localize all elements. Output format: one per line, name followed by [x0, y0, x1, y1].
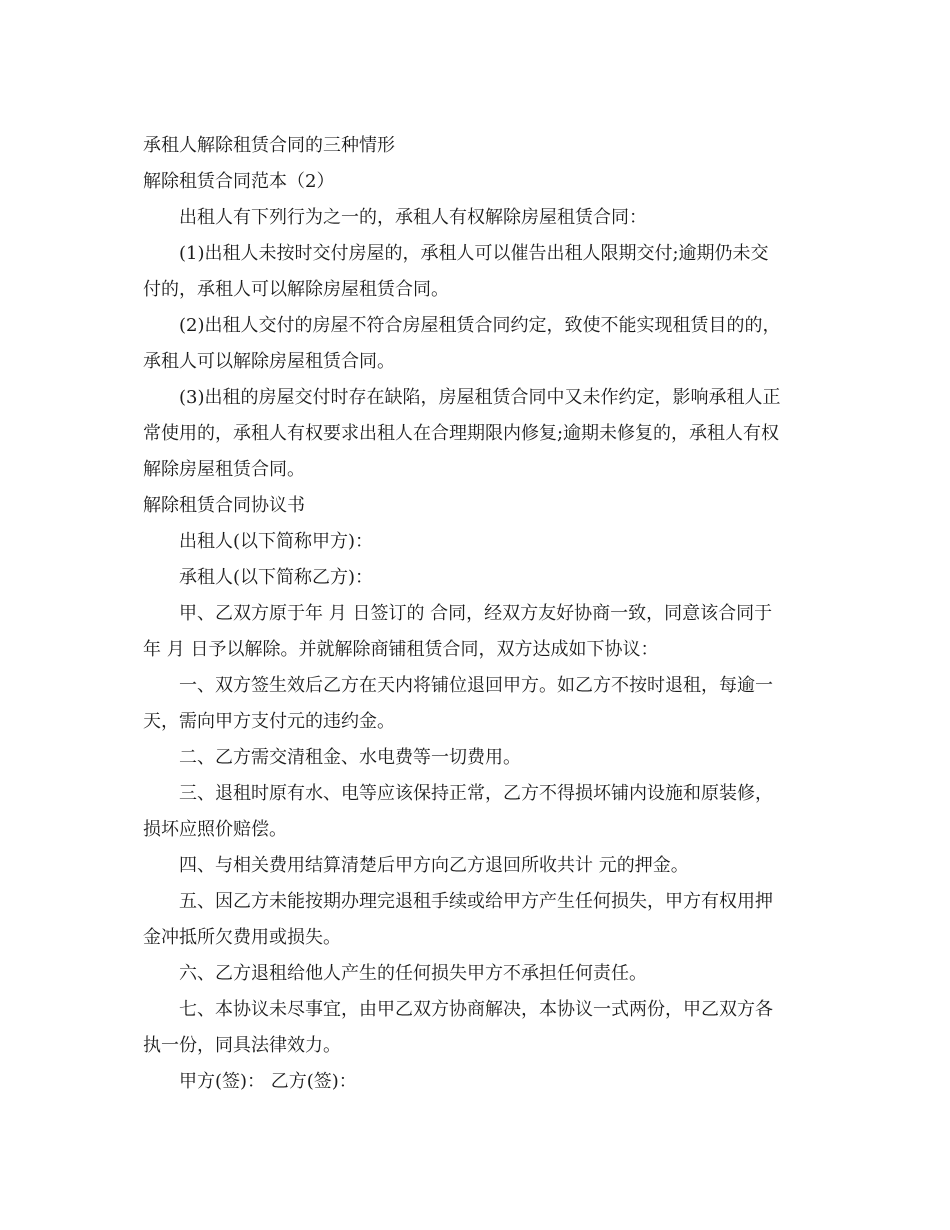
paragraph-item-1-line-1: (1)出租人未按时交付房屋的，承租人可以催告出租人限期交付;逾期仍未交	[179, 243, 769, 264]
clause-7-line-2: 执一份，同具法律效力。	[143, 1035, 341, 1056]
heading-three-situations: 承租人解除租赁合同的三种情形	[143, 135, 395, 156]
clause-7-line-1: 七、本协议未尽事宜，由甲乙双方协商解决，本协议一式两份，甲乙双方各	[179, 999, 773, 1020]
clause-6: 六、乙方退租给他人产生的任何损失甲方不承担任何责任。	[179, 963, 647, 984]
paragraph-item-3-line-3: 解除房屋租赁合同。	[143, 459, 305, 480]
paragraph-item-3-line-1: (3)出租的房屋交付时存在缺陷，房屋租赁合同中又未作约定，影响承租人正	[179, 387, 781, 408]
heading-agreement: 解除租赁合同协议书	[143, 495, 305, 516]
paragraph-item-2-line-1: (2)出租人交付的房屋不符合房屋租赁合同约定，致使不能实现租赁目的的，	[179, 315, 781, 336]
paragraph-item-2-line-2: 承租人可以解除房屋租赁合同。	[143, 351, 395, 372]
clause-3-line-1: 三、退租时原有水、电等应该保持正常，乙方不得损坏铺内设施和原装修，	[179, 783, 773, 804]
document-body	[143, 128, 807, 1100]
clause-4: 四、与相关费用结算清楚后甲方向乙方退回所收共计 元的押金。	[179, 855, 689, 876]
clause-3-line-2: 损坏应照价赔偿。	[143, 819, 287, 840]
clause-5-line-2: 金冲抵所欠费用或损失。	[143, 927, 341, 948]
agreement-intro-line-2: 年 月 日予以解除。并就解除商铺租赁合同，双方达成如下协议：	[143, 639, 659, 660]
clause-1-line-2: 天，需向甲方支付元的违约金。	[143, 711, 395, 732]
signature-line: 甲方(签)： 乙方(签)：	[179, 1071, 357, 1092]
paragraph-item-3-line-2: 常使用的，承租人有权要求出租人在合理期限内修复;逾期未修复的，承租人有权	[143, 423, 780, 444]
clause-2: 二、乙方需交清租金、水电费等一切费用。	[179, 747, 521, 768]
paragraph-item-1-line-2: 付的，承租人可以解除房屋租赁合同。	[143, 279, 449, 300]
lessor-line: 出租人(以下简称甲方)：	[179, 531, 374, 552]
agreement-intro-line-1: 甲、乙双方原于年 月 日签订的 合同，经双方友好协商一致，同意该合同于	[179, 603, 773, 624]
clause-5-line-1: 五、因乙方未能按期办理完退租手续或给甲方产生任何损失，甲方有权用押	[179, 891, 773, 912]
clause-1-line-1: 一、双方签生效后乙方在天内将铺位退回甲方。如乙方不按时退租，每逾一	[179, 675, 773, 696]
heading-template-2: 解除租赁合同范本（2）	[143, 171, 335, 192]
paragraph-intro: 出租人有下列行为之一的，承租人有权解除房屋租赁合同：	[179, 207, 647, 228]
lessee-line: 承租人(以下简称乙方)：	[179, 567, 374, 588]
